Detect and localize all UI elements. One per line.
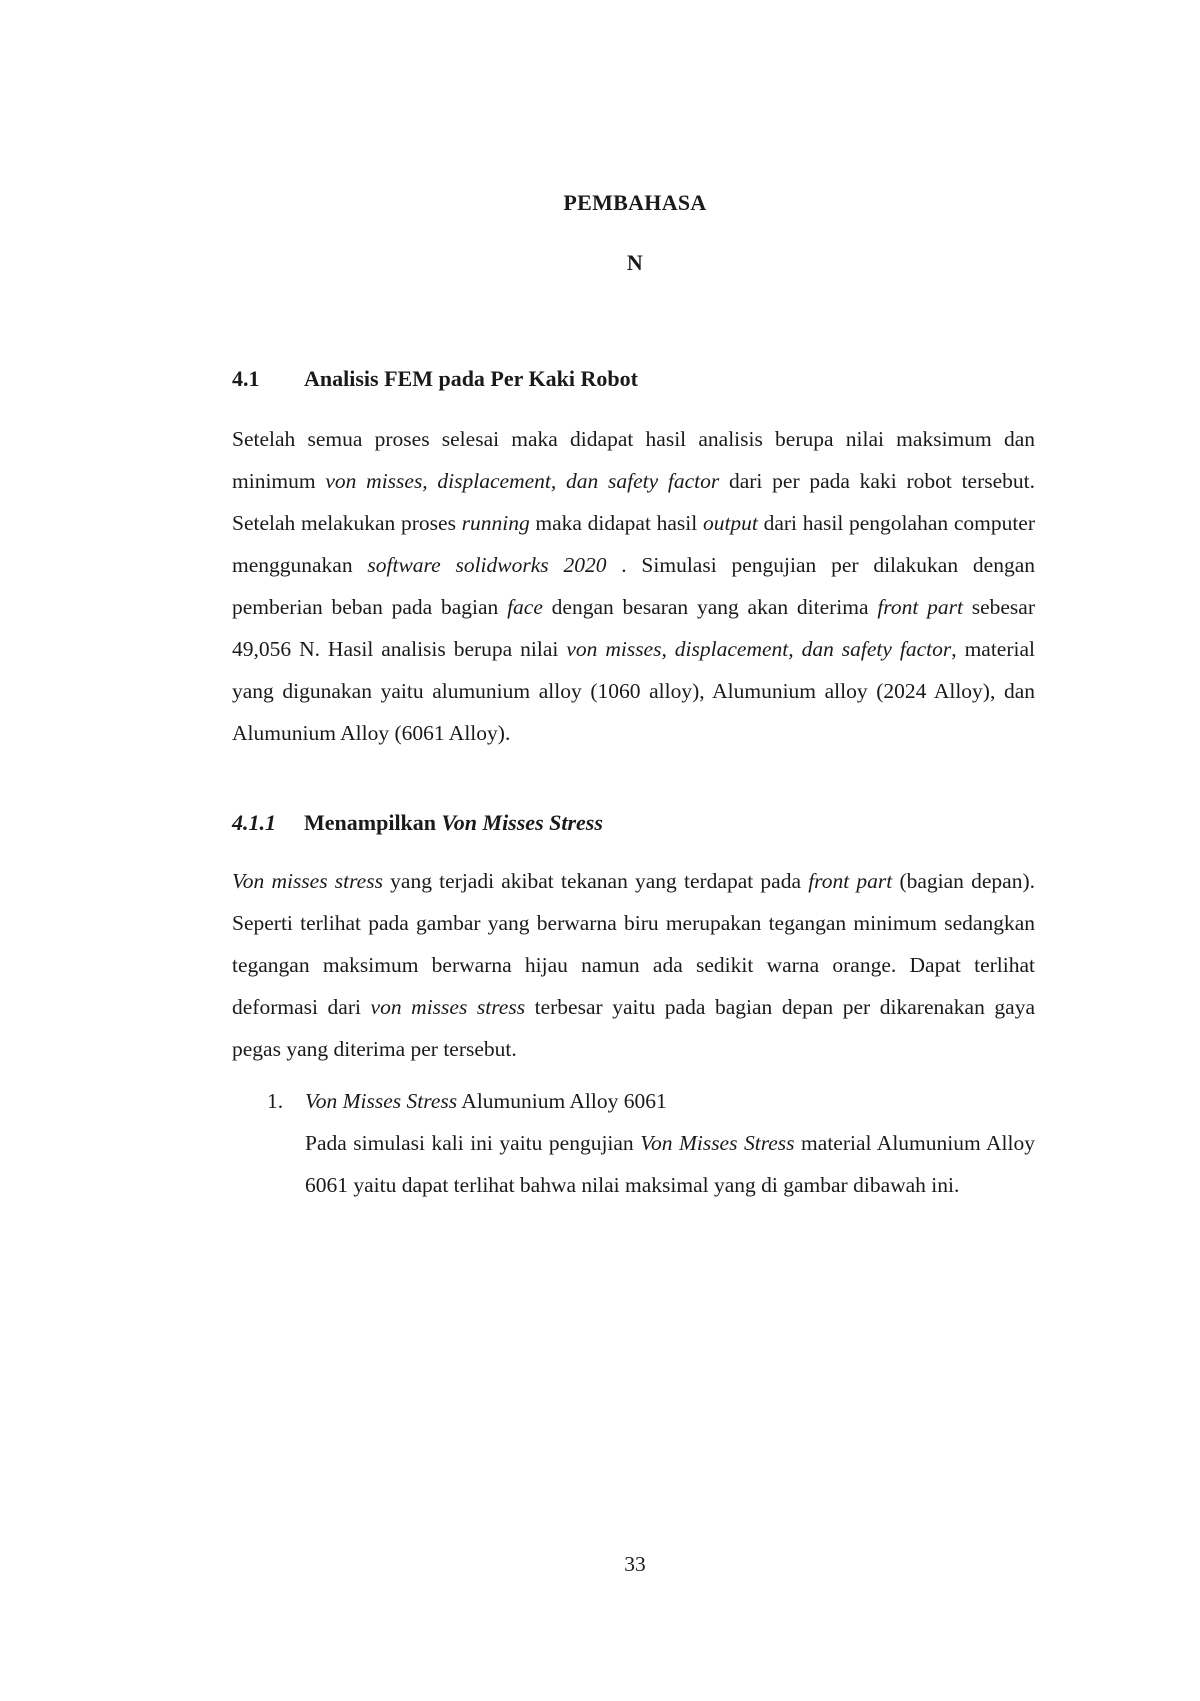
subsection-title-italic: Von Misses Stress bbox=[441, 810, 603, 835]
subsection-title: Menampilkan bbox=[304, 810, 442, 835]
para2-italic-front-part: front part bbox=[808, 869, 893, 893]
para2-text: terbesar yaitu pada bagian depan per dikarenakan gaya pegas yang diterima per tersebut. bbox=[232, 995, 1035, 1061]
section-title: Analisis FEM pada Per Kaki Robot bbox=[304, 366, 638, 391]
chapter-title-line1: PEMBAHASA bbox=[563, 190, 707, 215]
section-heading bbox=[232, 366, 638, 392]
subsection-number: 4.1.1 bbox=[232, 810, 276, 835]
para1-italic-front-part: front part bbox=[877, 595, 963, 619]
list-body-text: material Alumunium Alloy 6061 yaitu dapat terlihat bahwa nilai maksimal yang di gambar dibawah ini. bbox=[305, 1131, 1036, 1197]
para1-text: , material yang digunakan yaitu alumunium alloy (1060 alloy), Alumunium alloy (2024 Alloy), dan Alumunium Alloy (6061 Alloy). bbox=[232, 637, 1035, 745]
para1-text: dengan besaran yang akan diterima bbox=[542, 595, 878, 619]
subsection-heading bbox=[232, 810, 603, 836]
page-number: 33 bbox=[624, 1552, 646, 1576]
para1-italic-output: output bbox=[702, 511, 758, 535]
list-marker: 1. bbox=[267, 1089, 284, 1113]
para1-text: dari per pada kaki robot tersebut. Setelah melakukan proses bbox=[232, 469, 1035, 535]
para1-text: sebesar 49,056 N. Hasil analisis berupa nilai bbox=[232, 595, 1036, 661]
para2-text: (bagian depan). Seperti terlihat pada gambar yang berwarna biru merupakan tegangan minimum sedangkan tegangan maksimum berwarna hijau namun ada sedikit warna orange. Dapat terlihat deformasi dari bbox=[232, 869, 1035, 1019]
list-item-title-italic: Von Misses Stress bbox=[305, 1089, 458, 1113]
list-item bbox=[267, 1080, 667, 1122]
para1-text: . Simulasi pengujian per dilakukan dengan pemberian beban pada bagian bbox=[232, 553, 1035, 619]
list-item-body bbox=[305, 1122, 1035, 1206]
para2-italic-von-misses: Von misses stress bbox=[232, 869, 383, 893]
para1-italic-software: software solidworks 2020 bbox=[367, 553, 607, 577]
para2-text: yang terjadi akibat tekanan yang terdapat pada bbox=[382, 869, 809, 893]
para1-italic-face: face bbox=[507, 595, 543, 619]
para1-text: dari hasil pengolahan computer menggunakan bbox=[232, 511, 1036, 577]
para1-italic-terms-2: von misses, displacement, dan safety factor bbox=[566, 637, 952, 661]
para1-italic-running: running bbox=[461, 511, 530, 535]
section-number: 4.1 bbox=[232, 366, 260, 391]
chapter-title-line2: N bbox=[626, 250, 644, 275]
para1-text: maka didapat hasil bbox=[529, 511, 703, 535]
list-body-italic: Von Misses Stress bbox=[640, 1131, 795, 1155]
list-body-text: Pada simulasi kali ini yaitu pengujian bbox=[305, 1131, 641, 1155]
paragraph-von-misses bbox=[232, 860, 1035, 1070]
list-item-title: Alumunium Alloy 6061 bbox=[457, 1089, 667, 1113]
para1-italic-terms: von misses, displacement, dan safety factor bbox=[325, 469, 720, 493]
paragraph-fem-analysis bbox=[232, 418, 1035, 754]
para1-text: Setelah semua proses selesai maka didapat hasil analisis berupa nilai maksimum dan minimum bbox=[232, 427, 1035, 493]
para2-italic-von-misses-2: von misses stress bbox=[370, 995, 526, 1019]
